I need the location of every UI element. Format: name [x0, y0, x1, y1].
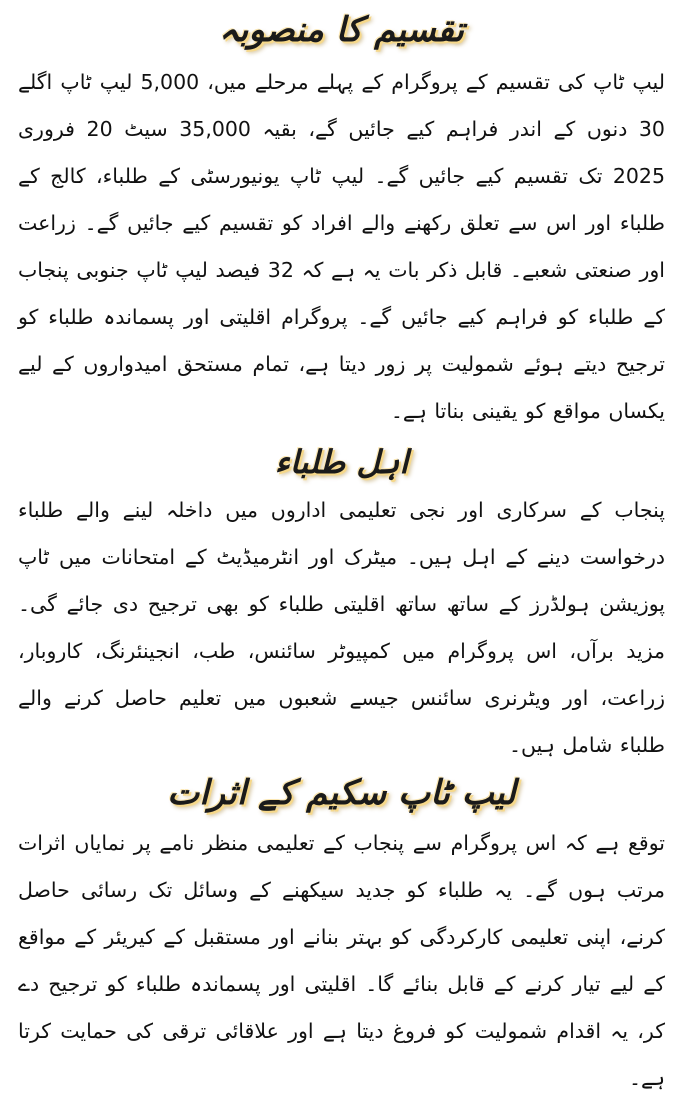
section-heading-eligible-students: اہل طلباء: [274, 442, 409, 481]
section-heading-distribution-plan: تقسیم کا منصوبہ: [218, 10, 464, 50]
section-heading-scheme-impact: لیپ ٹاپ سکیم کے اثرات: [167, 773, 516, 814]
paragraph-scheme-impact: توقع ہے کہ اس پروگرام سے پنجاب کے تعلیمی منظر نامے پر نمایاں اثرات مرتب ہوں گے۔ یہ طلباء کو جدید سیکھنے کے وسائل تک رسائی حاصل کرنے، اپنی تعلیمی کارکردگی کو بہتر بنانے اور مستقبل کے کیریئر کے مواقع کے لیے تیار کرنے کے قابل بنائے گا۔ اقلیتی اور پسماندہ طلباء کو ترجیح دے کر، یہ اقدام شمولیت کو فروغ دیتا ہے اور علاقائی ترقی کی حمایت کرتا ہے۔: [18, 830, 665, 1090]
paragraph-eligible-students: پنجاب کے سرکاری اور نجی تعلیمی اداروں میں داخلہ لینے والے طلباء درخواست دینے کے اہل ہیں۔ میٹرک اور انٹرمیڈیٹ کے امتحانات میں ٹاپ پوزیشن ہولڈرز کے ساتھ ساتھ اقلیتی طلباء کو بھی ترجیح دی جائے گی۔ مزید برآں، اس پروگرام میں کمپیوٹر سائنس، طب، انجینئرنگ، کاروبار، زراعت، اور ویٹرنری سائنس جیسے شعبوں میں تعلیم حاصل کرنے والے طلباء شامل ہیں۔: [18, 498, 665, 758]
paragraph-distribution-plan: لیپ ٹاپ کی تقسیم کے پروگرام کے پہلے مرحلے میں، 5,000 لیپ ٹاپ اگلے 30 دنوں کے اندر فراہم کیے جائیں گے، بقیہ 35,000 سیٹ 20 فروری 2025 تک تقسیم کیے جائیں گے۔ لیپ ٹاپ یونیورسٹی کے طلباء، کالج کے طلباء اور اس سے تعلق رکھنے والے افراد کو تقسیم کیے جائیں گے۔ زراعت اور صنعتی شعبے۔ قابل ذکر بات یہ ہے کہ 32 فیصد لیپ ٹاپ جنوبی پنجاب کے طلباء کو فراہم کیے جائیں گے۔ پروگرام اقلیتی اور پسماندہ طلباء کو ترجیح دیتے ہوئے شمولیت پر زور دیتا ہے، تمام مستحق امیدواروں کے لیے یکساں مواقع کو یقینی بناتا ہے۔: [18, 69, 665, 423]
